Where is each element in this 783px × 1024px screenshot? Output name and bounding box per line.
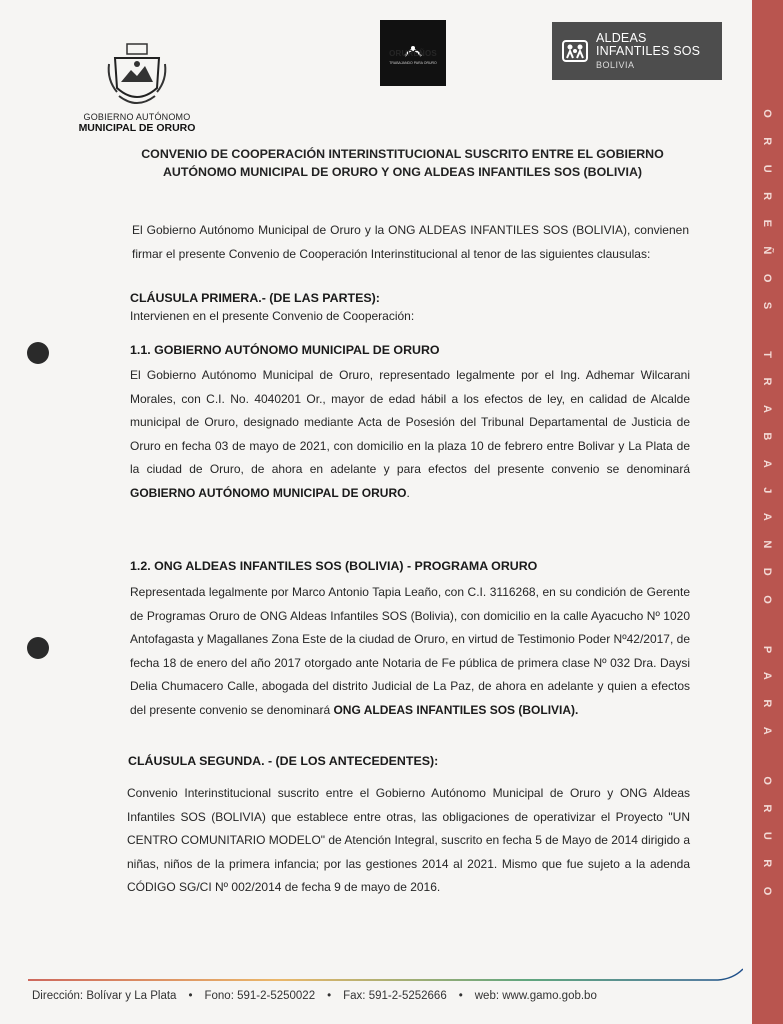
section11-heading: 1.1. GOBIERNO AUTÓNOMO MUNICIPAL DE ORURO <box>130 343 440 357</box>
footer-divider <box>28 968 743 984</box>
clause2-paragraph: Convenio Interinstitucional suscrito entre el Gobierno Autónomo Municipal de Oruro y ONG Aldeas Infantiles SOS (BOLIVIA) que establece entre otras, las obligaciones de operativizar el Proyecto "UN CENTRO COMUNITARIO MODELO" de Atención Integral, suscrito en fecha 5 de Mayo de 2014 dirigido a niñas, niños de la primera infancia; por las gestiones 2014 al 2021. Mismo que fue sujeto a la adenda CÓDIGO SG/CI Nº 002/2014 de fecha 9 de mayo de 2016. <box>127 786 690 894</box>
clause2-heading: CLÁUSULA SEGUNDA. - (DE LOS ANTECEDENTES): <box>128 754 439 768</box>
clause1-intro: Intervienen en el presente Convenio de Cooperación: <box>130 309 415 323</box>
aldeas-logo-line3: BOLIVIA <box>596 60 635 70</box>
section11-paragraph <box>130 364 690 505</box>
punch-hole-icon <box>27 342 49 364</box>
footer-web-link[interactable]: web: www.gamo.gob.bo <box>474 990 597 1002</box>
orurenos-logo-text: ORUREÑOS <box>389 48 437 58</box>
punch-hole-icon <box>27 637 49 659</box>
orurenos-logo <box>380 20 446 86</box>
footer-phone: Fono: 591-2-5250022 <box>204 990 316 1002</box>
section11-body-bold: GOBIERNO AUTÓNOMO MUNICIPAL DE ORURO <box>130 485 407 500</box>
document-title: CONVENIO DE COOPERACIÓN INTERINSTITUCIONAL SUSCRITO ENTRE EL GOBIERNO AUTÓNOMO MUNICIPAL DE ORURO Y ONG ALDEAS INFANTILES SOS (BOLIVIA) <box>141 147 664 179</box>
section11-body-end: . <box>406 485 410 500</box>
intro-paragraph: El Gobierno Autónomo Municipal de Oruro y la ONG ALDEAS INFANTILES SOS (BOLIVIA), convienen firmar el presente Convenio de Cooperación Interinstitucional al tenor de las siguientes clausulas: <box>132 223 689 261</box>
footer-contact <box>32 990 752 1002</box>
section11-body: El Gobierno Autónomo Municipal de Oruro, representado legalmente por el Ing. Adhemar Wilcarani Morales, con C.I. No. 4040201 Or., mayor de edad hábil a los efectos de ley, en calidad de Alcalde municipal de Oruro, designado mediante Acta de Posesión del Tribunal Departamental de Justicia de Oruro en fecha 03 de mayo de 2021, con domicilio en la plaza 10 de febrero entre Bolivar y La Plata de la ciudad de Oruro, de ahora en adelante y para efectos del presente convenio se denominará <box>130 368 690 476</box>
footer-fax: Fax: 591-2-5252666 <box>343 990 447 1002</box>
municipal-logo-line2: MUNICIPAL DE ORURO <box>78 122 196 134</box>
footer-separator: • <box>188 990 193 1002</box>
footer-separator: • <box>458 990 463 1002</box>
section12-paragraph <box>130 581 690 722</box>
aldeas-logo-line1: ALDEAS <box>596 31 647 45</box>
side-ribbon-text: ORUREÑOS TRABAJANDO PARA ORURO <box>761 109 773 915</box>
section12-body: Representada legalmente por Marco Antonio Tapia Leaño, con C.I. 3116268, en su condición de Gerente de Programas Oruro de ONG Aldeas Infantiles SOS (Bolivia), con domicilio en la calle Ayacucho Nº 1020 Antofagasta y Magallanes Zona Este de la ciudad de Oruro, en virtud de Testimonio Poder Nº42/2017, de fecha 18 de enero del año 2017 otorgado ante Notaria de Fe pública de primera clase Nº 032 Dra. Daysi Delia Chumacero Calle, abogada del distrito Judicial de La Paz, de ahora en adelante y quien a efectos del presente convenio se denominará <box>130 585 690 717</box>
footer-address: Dirección: Bolívar y La Plata <box>32 990 177 1002</box>
sos-family-icon <box>562 40 588 62</box>
footer-separator: • <box>327 990 332 1002</box>
section12-body-bold: ONG ALDEAS INFANTILES SOS (BOLIVIA). <box>333 702 579 717</box>
aldeas-sos-logo <box>552 22 722 80</box>
coat-of-arms-icon <box>105 40 169 110</box>
section12-heading: 1.2. ONG ALDEAS INFANTILES SOS (BOLIVIA) - PROGRAMA ORURO <box>130 559 538 573</box>
orurenos-logo-subtext: TRABAJANDO PARA ORURO <box>389 60 437 65</box>
aldeas-logo-line2: INFANTILES SOS <box>596 44 701 58</box>
municipal-logo-line1: GOBIERNO AUTÓNOMO <box>83 112 191 122</box>
clause1-heading: CLÁUSULA PRIMERA.- (DE LAS PARTES): <box>130 291 380 305</box>
municipal-logo <box>62 40 212 134</box>
